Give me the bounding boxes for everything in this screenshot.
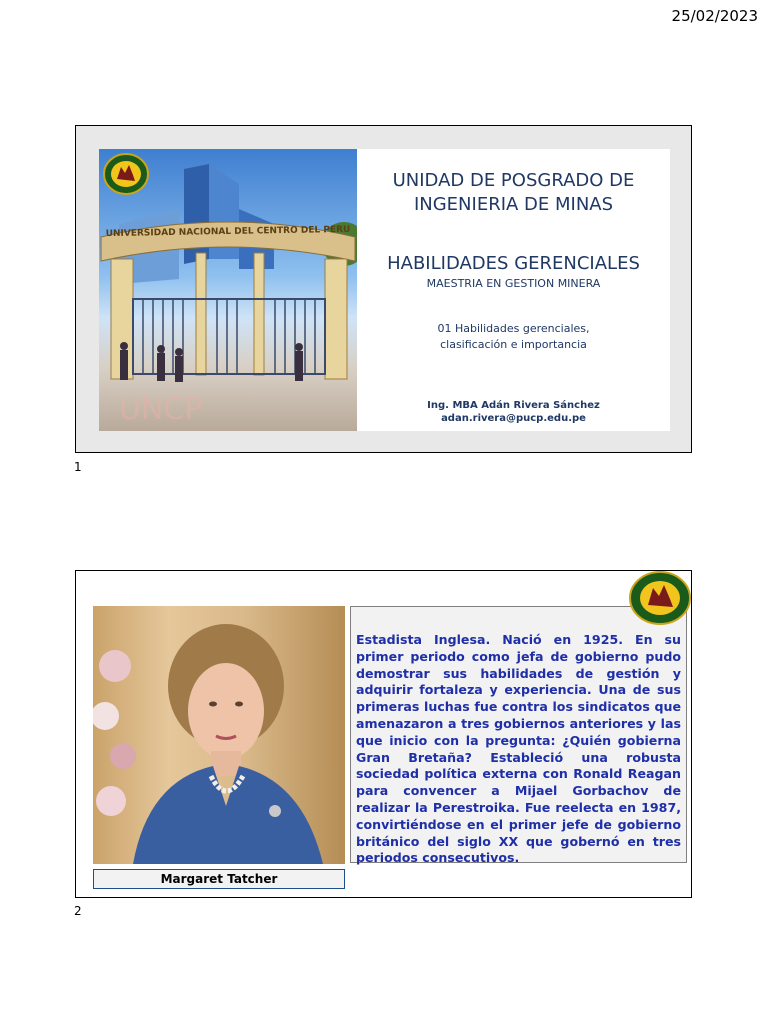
- biography-text: Estadista Inglesa. Nació en 1925. En su primer periodo como jefa de gobierno pudo demostrar sus habilidades de gestión y adquirir fortaleza y experiencia. Una de sus primeras luchas fue contra los sindicatos que amenazaron a tres gobiernos anteriores y las que inicio con la pregunta: ¿Quién gobierna Gran Bretaña? Estableció una robusta sociedad política externa con Ronald Reagan para convencer a Mijael Gorbachov de realizar la Perestroika. Fue reelecta en 1987, convirtiéndose en el primer jefe de gobierno británico del siglo XX que gobernó en tres periodos consecutivos.: [350, 606, 687, 863]
- gate-sign: UNIVERSIDAD NACIONAL DEL CENTRO DEL PERU: [105, 224, 351, 240]
- slide-2: [75, 570, 692, 898]
- institution-line-1: UNIDAD DE POSGRADO DE: [392, 170, 635, 191]
- author-block: [357, 399, 670, 425]
- portrait-photo: [93, 606, 345, 864]
- institution-title: [357, 169, 670, 217]
- slide-1: [75, 125, 692, 453]
- author-email: adan.rivera@pucp.edu.pe: [441, 413, 586, 424]
- svg-text:UNCP: UNCP: [119, 392, 203, 427]
- course-title: HABILIDADES GERENCIALES: [387, 253, 640, 274]
- topic-line-1: 01 Habilidades gerenciales,: [437, 322, 590, 335]
- institution-line-2: INGENIERIA DE MINAS: [413, 194, 614, 215]
- document-date: 25/02/2023: [671, 7, 758, 25]
- portrait-caption: Margaret Tatcher: [93, 869, 345, 889]
- university-logo: [629, 571, 691, 629]
- title-panel: [357, 149, 670, 431]
- slide-number: 1: [74, 460, 82, 474]
- university-logo: [103, 153, 149, 199]
- program-name: MAESTRIA EN GESTION MINERA: [426, 277, 601, 290]
- slide-number: 2: [74, 904, 82, 918]
- portrait-illustration: [93, 606, 345, 864]
- topic: [357, 321, 670, 353]
- university-building-photo: [99, 149, 357, 431]
- topic-line-2: clasificación e importancia: [440, 338, 587, 351]
- author-name: Ing. MBA Adán Rivera Sánchez: [427, 400, 600, 411]
